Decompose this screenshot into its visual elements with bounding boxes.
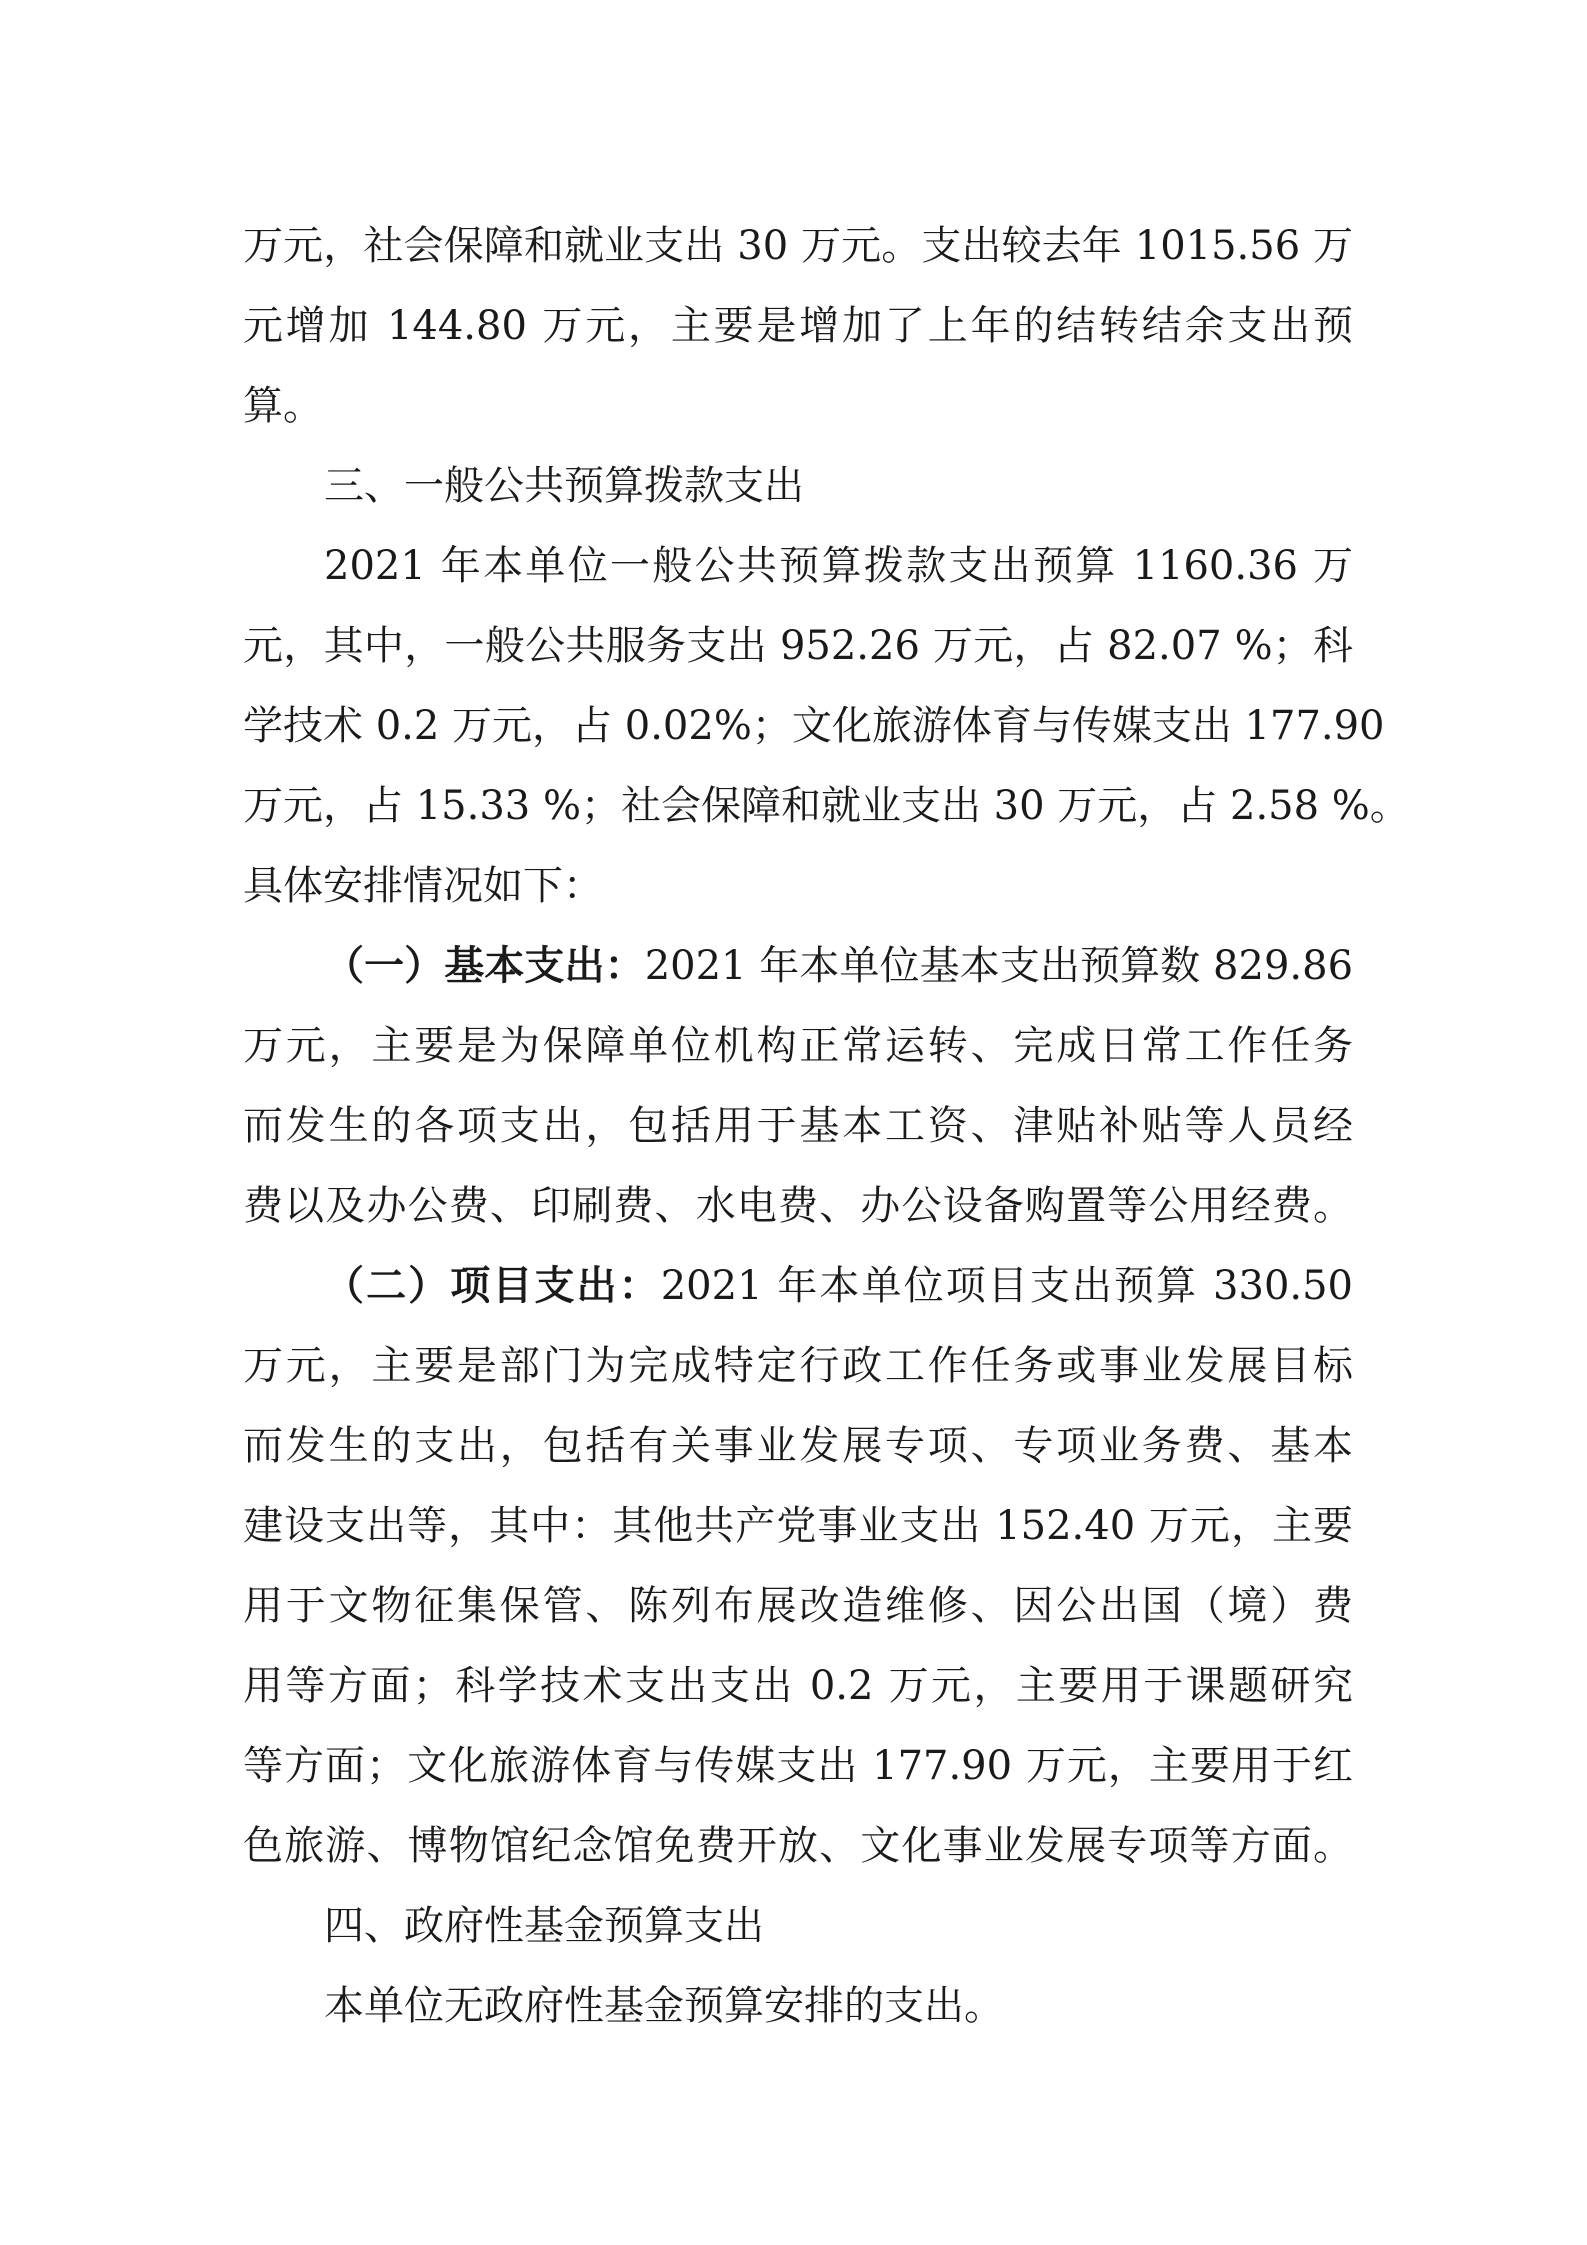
- paragraph-line: 万元，占 15.33 %；社会保障和就业支出 30 万元，占 2.58 %。: [243, 783, 1410, 829]
- basic-expenditure-text: 2021 年本单位基本支出预算数 829.86: [644, 943, 1354, 989]
- paragraph-line: 万元，主要是部门为完成特定行政工作任务或事业发展目标: [243, 1343, 1353, 1389]
- paragraph-line: 学技术 0.2 万元，占 0.02%；文化旅游体育与传媒支出 177.90: [243, 703, 1385, 749]
- paragraph-line: 用等方面；科学技术支出支出 0.2 万元，主要用于课题研究: [243, 1663, 1353, 1709]
- paragraph-line: 万元，主要是为保障单位机构正常运转、完成日常工作任务: [243, 1023, 1353, 1069]
- basic-expenditure-first-line: [324, 942, 1353, 990]
- section-heading-general-budget: 三、一般公共预算拨款支出: [324, 463, 804, 509]
- paragraph-line: 元，其中，一般公共服务支出 952.26 万元，占 82.07 %；科: [243, 623, 1353, 669]
- paragraph-line: 元增加 144.80 万元，主要是增加了上年的结转结余支出预: [243, 303, 1353, 349]
- paragraph-line: 万元，社会保障和就业支出 30 万元。支出较去年 1015.56 万: [243, 223, 1353, 269]
- paragraph-line: 具体安排情况如下：: [243, 863, 603, 909]
- paragraph-line: 而发生的支出，包括有关事业发展专项、专项业务费、基本: [243, 1423, 1353, 1469]
- project-expenditure-first-line: [324, 1262, 1353, 1310]
- paragraph-line: 算。: [243, 383, 323, 429]
- paragraph-line: 用于文物征集保管、陈列布展改造维修、因公出国（境）费: [243, 1583, 1353, 1629]
- paragraph-line: 等方面；文化旅游体育与传媒支出 177.90 万元，主要用于红: [243, 1743, 1353, 1789]
- basic-expenditure-label: （一）基本支出：: [324, 942, 645, 989]
- project-expenditure-label: （二）项目支出：: [324, 1262, 661, 1309]
- project-expenditure-text: 2021 年本单位项目支出预算 330.50: [660, 1263, 1354, 1309]
- paragraph-line: 色旅游、博物馆纪念馆免费开放、文化事业发展专项等方面。: [243, 1823, 1353, 1869]
- paragraph-line: 建设支出等，其中：其他共产党事业支出 152.40 万元，主要: [243, 1503, 1353, 1549]
- paragraph-line: 本单位无政府性基金预算安排的支出。: [324, 1983, 1004, 2029]
- paragraph-line: 费以及办公费、印刷费、水电费、办公设备购置等公用经费。: [243, 1183, 1353, 1229]
- paragraph-line: 而发生的各项支出，包括用于基本工资、津贴补贴等人员经: [243, 1103, 1353, 1149]
- section-heading-government-fund: 四、政府性基金预算支出: [324, 1903, 764, 1949]
- paragraph-line: 2021 年本单位一般公共预算拨款支出预算 1160.36 万: [324, 543, 1353, 589]
